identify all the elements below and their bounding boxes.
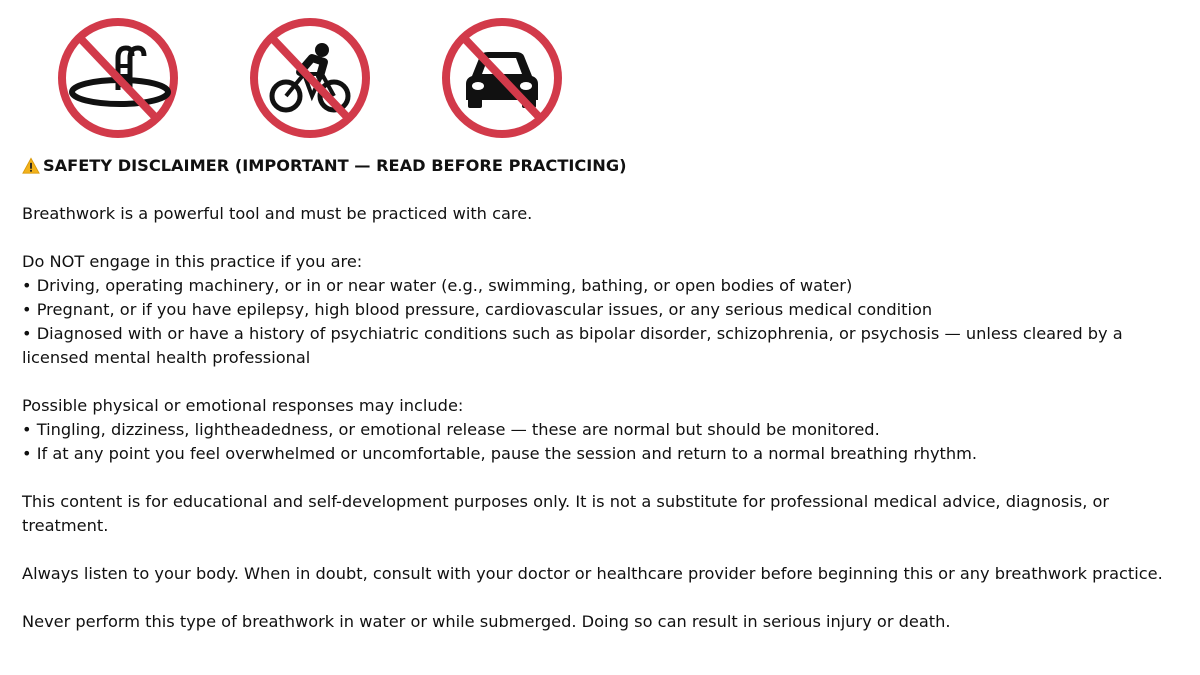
disclaimer-heading bbox=[22, 154, 1192, 178]
contraindications-lead: Do NOT engage in this practice if you are: bbox=[22, 252, 363, 271]
intro-text: Breathwork is a powerful tool and must be practiced with care. bbox=[22, 204, 533, 223]
water-warning: Never perform this type of breathwork in water or while submerged. Doing so can result in serious injury or death. bbox=[22, 612, 951, 631]
list-item: • Pregnant, or if you have epilepsy, high blood pressure, cardiovascular issues, or any serious medical condition bbox=[22, 298, 1192, 322]
listen-notice: Always listen to your body. When in doubt, consult with your doctor or healthcare provider before beginning this or any breathwork practice. bbox=[22, 564, 1163, 583]
educational-notice: This content is for educational and self-development purposes only. It is not a substitute for professional medical advice, diagnosis, or bbox=[22, 492, 1110, 511]
disclaimer-body bbox=[22, 154, 1192, 634]
educational-notice-continuation: treatment. bbox=[22, 516, 109, 535]
no-swimming-icon bbox=[58, 18, 178, 138]
no-driving-icon bbox=[442, 18, 562, 138]
prohibition-icons-row bbox=[58, 18, 578, 138]
warning-icon bbox=[22, 157, 40, 175]
list-item: • Driving, operating machinery, or in or near water (e.g., swimming, bathing, or open bodies of water) bbox=[22, 274, 1192, 298]
responses-lead: Possible physical or emotional responses may include: bbox=[22, 396, 464, 415]
list-item: • Tingling, dizziness, lightheadedness, or emotional release — these are normal but should be monitored. bbox=[22, 418, 1192, 442]
list-item: • Diagnosed with or have a history of psychiatric conditions such as bipolar disorder, schizophrenia, or psychosis — unless cleared by a bbox=[22, 322, 1192, 346]
list-item: • If at any point you feel overwhelmed or uncomfortable, pause the session and return to a normal breathing rhythm. bbox=[22, 442, 1192, 466]
no-cycling-icon bbox=[250, 18, 370, 138]
list-item-continuation: licensed mental health professional bbox=[22, 348, 311, 367]
disclaimer-heading-text: SAFETY DISCLAIMER (IMPORTANT — READ BEFORE PRACTICING) bbox=[43, 156, 627, 175]
